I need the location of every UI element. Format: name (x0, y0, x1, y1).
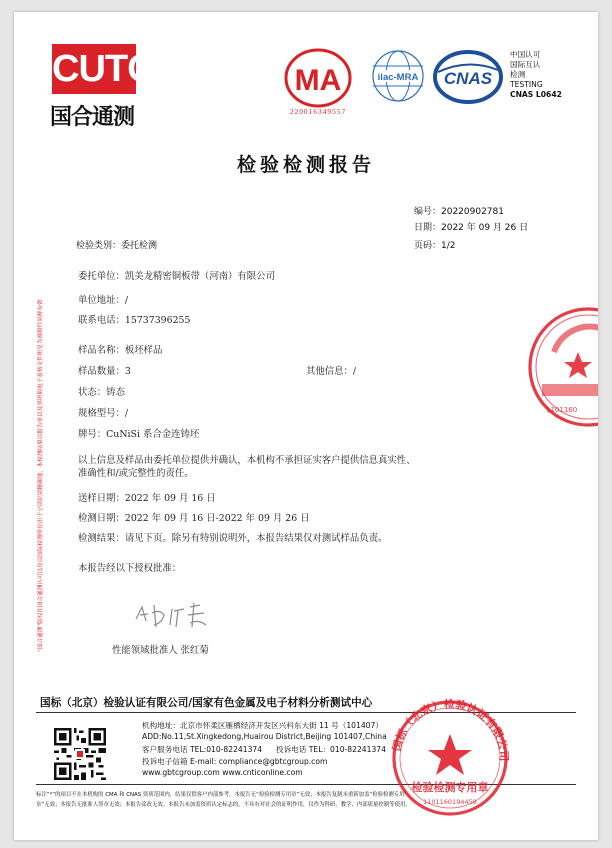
approval-intro: 本报告经以下授权批准： (78, 563, 182, 574)
sample-name: 样品名称：板坯样品 (78, 345, 163, 356)
complaint-email: 投诉电子信箱 E-mail: compliance@gbtcgroup.com (142, 757, 328, 766)
sample-spec: 规格型号：/ (78, 408, 129, 419)
cnas-line: 国际互认 (510, 60, 541, 69)
cnas-logo (432, 48, 504, 106)
report-page-number: 页码：1/2 (414, 241, 456, 251)
client-unit: 委托单位：凯美龙精密铜板带（河南）有限公司 (78, 271, 275, 282)
institution-address-cn: 机构地址：北京市怀柔区雁栖经济开发区兴科东大街 11 号（101407） (142, 721, 383, 730)
websites: www.gbtcgroup.com www.cnticonline.com (142, 768, 303, 777)
statement-line: 准确性和/或完整性的责任。 (78, 468, 194, 479)
footer-note: 章”无效；本报告无批准人签章无效；本报告涂改无效。本报告未加盖资质认定标志的，不具有对社会的证明作用，仅作为科研、教学、内部质量控制等使用。 (36, 802, 411, 808)
footer-note: 标注“*”的项目不在本机构的 CMA 和 CNAS 资质范围内，结果仅供客户内部参考。本报告无“检验检测专用章”无效；本报告复制未重新加盖“检验检测专用 (36, 792, 405, 798)
service-phone: 客户服务电话 TEL:010-82241374 (142, 745, 263, 754)
sample-grade: 牌号：CuNiSi 系合金连铸坯 (78, 429, 200, 440)
svg-text:MA: MA (294, 64, 342, 97)
cnas-line: CNAS L0642 (510, 90, 562, 99)
sample-other-info: 其他信息：/ (306, 366, 357, 377)
sample-sent-date: 送样日期：2022 年 09 月 16 日 (78, 493, 216, 504)
svg-text:1101160: 1101160 (546, 406, 578, 414)
official-stamp-bottom (380, 698, 520, 816)
cnas-line: TESTING (510, 80, 543, 89)
sample-quantity: 样品数量：3 (78, 366, 131, 377)
report-page (14, 12, 598, 840)
cnas-line: 中国认可 (510, 50, 541, 59)
official-stamp-top (526, 304, 598, 430)
sample-state: 状态：铸态 (78, 387, 125, 398)
svg-text:国标（北京）检验认证有限公司: 国标（北京）检验认证有限公司 (390, 698, 511, 762)
svg-text:检验检测专用章: 检验检测专用章 (411, 781, 489, 794)
institution-name: 国标（北京）检验认证有限公司/国家有色金属及电子材料分析测试中心 (40, 697, 373, 709)
inspection-category: 检验类别：委托检测 (76, 241, 158, 251)
report-date: 日期：2022 年 09 月 26 日 (414, 223, 529, 233)
svg-text:220016349557: 220016349557 (289, 107, 347, 116)
qr-code (54, 728, 106, 780)
test-result: 检测结果：请见下页。除另有特别说明外，本报告结果仅对测试样品负责。 (78, 533, 388, 544)
complaint-phone: 投诉电话 TEL：010-82241374 (276, 745, 386, 754)
cutc-logo-chinese: 国合通测 (50, 105, 135, 130)
statement-line: 以上信息及样品由委托单位提供并确认，本机构不承担证实客户提供信息真实性、 (78, 455, 416, 466)
approver: 性能领域批准人 张红菊 (112, 645, 209, 656)
test-date: 检测日期：2022 年 09 月 16 日-2022 年 09 月 26 日 (78, 513, 310, 524)
ilac-mra-logo (370, 48, 426, 106)
svg-text:CNAS: CNAS (443, 69, 493, 88)
report-number: 编号：20220902781 (414, 207, 504, 217)
svg-text:ilac-MRA: ilac-MRA (377, 72, 419, 83)
side-copyright-notice: “国合通测”版权在国合通测认可以及以国际检测单位出于分别识别精确地，本检测结果以报告单以及其所附电子表格文件所见为准附件同样有效 (38, 299, 44, 652)
cutc-logo: CUTC (52, 44, 136, 94)
client-phone: 联系电话：15737396255 (78, 315, 191, 326)
page-title: 检验检测报告 (236, 154, 375, 176)
ma-certification-logo (272, 46, 364, 116)
institution-address-en: ADD:No.11,St.Xingkedong,Huairou District,Beijing 101407,China (142, 732, 387, 741)
cnas-line: 检测 (510, 70, 526, 79)
svg-text:1101160194458: 1101160194458 (423, 798, 477, 806)
client-address: 单位地址：/ (78, 295, 129, 306)
handwritten-signature (128, 597, 218, 637)
cnas-info (510, 50, 562, 100)
